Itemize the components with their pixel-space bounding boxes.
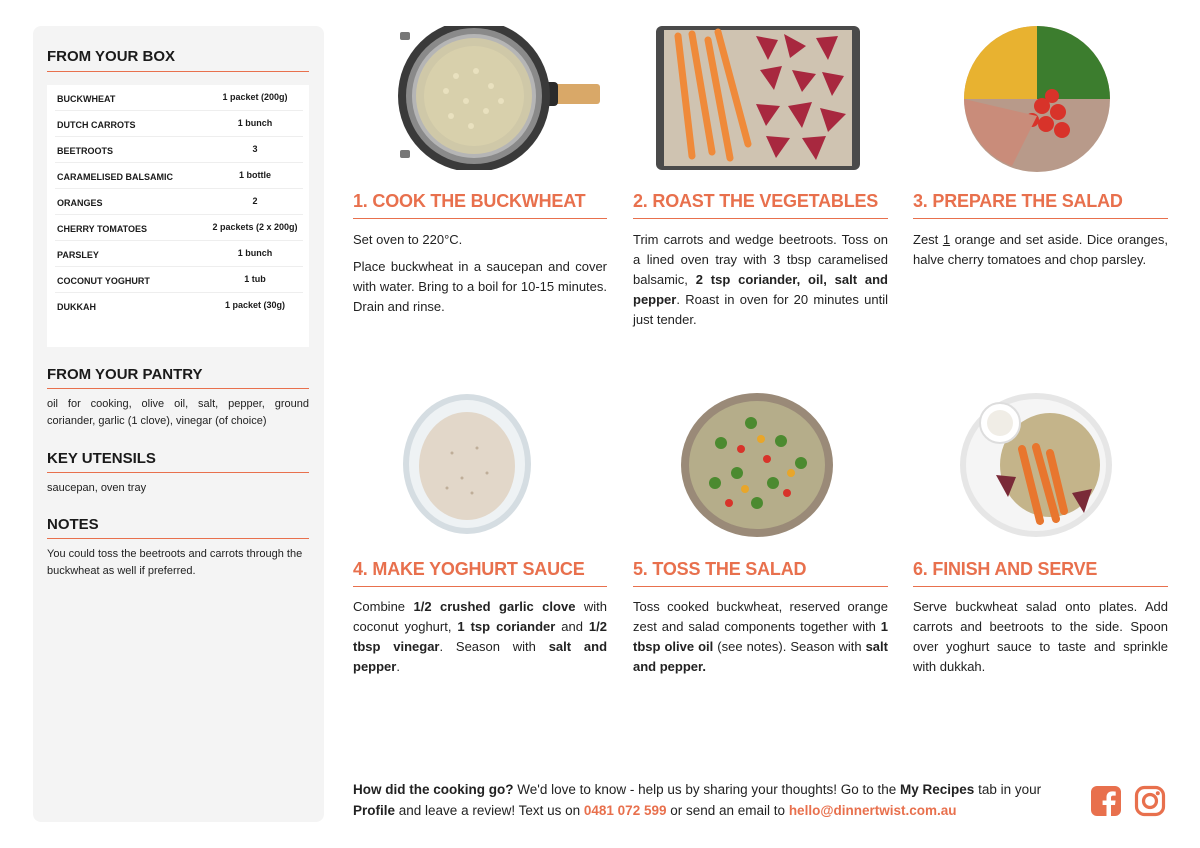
step-4-text: and [555, 619, 589, 634]
step-6-rule [913, 586, 1168, 587]
step-3-text: orange and set aside. Dice oranges, halve cherry tomatoes and chop parsley. [913, 232, 1168, 267]
pantry-title: FROM YOUR PANTRY [47, 366, 203, 383]
step-1-body [353, 230, 607, 324]
served-plate-image [960, 393, 1112, 537]
buckwheat-strainer-image [386, 26, 602, 170]
step-2-body [633, 230, 888, 330]
step-3-text: Zest [913, 232, 943, 247]
step-6-body: Serve buckwheat salad onto plates. Add carrots and beetroots to the side. Spoon over yoghurt sauce to taste and sprinkle with dukkah. [913, 599, 1168, 674]
footer-my-recipes: My Recipes [900, 782, 975, 797]
step-4-text: . [396, 659, 400, 674]
step-4-bold: 1 tsp coriander [457, 619, 556, 634]
ingredient-row [55, 293, 303, 319]
step-2-text: . Roast in oven for 20 minutes until just tender. [633, 292, 888, 327]
step-4-title: 4. MAKE YOGHURT SAUCE [353, 559, 585, 579]
step-4-text: with coconut yoghurt, [353, 599, 607, 634]
footer-bold: How did the cooking go? [353, 782, 514, 797]
step-2-bold: 2 tsp coriander, oil, salt and pepper [633, 272, 888, 307]
ingredients-table [47, 85, 309, 347]
ingredient-row [55, 111, 303, 137]
step-4-bold: 1/2 crushed garlic clove [413, 599, 576, 614]
ingredient-name: BUCKWHEAT [57, 94, 116, 104]
ingredient-row [55, 85, 303, 111]
footer-profile: Profile [353, 803, 396, 818]
ingredient-qty: 2 packets (2 x 200g) [212, 222, 298, 232]
step-3-underline: 1 [942, 232, 951, 247]
ingredient-name: DUKKAH [57, 302, 96, 312]
ingredient-row [55, 215, 303, 241]
footer-text: or send an email to [666, 803, 789, 818]
step-6-title: 6. FINISH AND SERVE [913, 559, 1098, 579]
tossed-salad-image [681, 393, 833, 537]
instagram-icon[interactable] [1134, 785, 1166, 817]
step-5-bold: 1 tbsp olive oil [633, 619, 888, 654]
step-3-rule [913, 218, 1168, 219]
step-2-text: Trim carrots and wedge beetroots. Toss on a lined oven tray with 3 tbsp caramelised balsamic, [633, 232, 888, 287]
step-5-body [633, 597, 888, 677]
step-4-body [353, 597, 607, 677]
yoghurt-sauce-bowl-image [402, 393, 532, 535]
salad-prep-bowl-image [962, 26, 1112, 172]
ingredient-qty: 1 packet (30g) [224, 300, 286, 310]
feedback-footer [353, 779, 1073, 821]
notes-title: NOTES [47, 516, 99, 533]
ingredient-row [55, 267, 303, 293]
ingredient-qty: 1 bottle [238, 170, 271, 180]
ingredient-qty: 3 [252, 144, 258, 154]
step-1-rule [353, 218, 607, 219]
ingredient-row [55, 189, 303, 215]
step-1-title: 1. COOK THE BUCKWHEAT [353, 191, 586, 211]
step-5-bold: salt and pepper. [633, 639, 888, 674]
step-4-bold: salt and pepper [353, 639, 608, 674]
step-5-text: Toss cooked buckwheat, reserved orange zest and salad components together with [633, 599, 888, 634]
pantry-rule [47, 388, 309, 389]
ingredient-qty: 1 bunch [237, 118, 273, 128]
facebook-icon[interactable] [1090, 785, 1122, 817]
ingredient-name: CHERRY TOMATOES [57, 224, 148, 234]
ingredient-name: ORANGES [57, 198, 103, 208]
step-5-text: (see notes). Season with [713, 639, 866, 654]
utensils-title: KEY UTENSILS [47, 450, 156, 467]
step-2-rule [633, 218, 888, 219]
ingredient-name: COCONUT YOGHURT [57, 276, 150, 286]
footer-email-link[interactable]: hello@dinnertwist.com.au [788, 803, 957, 818]
step-4-rule [353, 586, 607, 587]
step-3-body [913, 230, 1168, 270]
ingredient-row [55, 163, 303, 189]
ingredient-qty: 1 tub [244, 274, 266, 284]
footer-text: We'd love to know - help us by sharing your thoughts! Go to the [513, 782, 901, 797]
step-4-text: . Season with [439, 639, 549, 654]
step-4-text: Combine [353, 599, 414, 614]
ingredient-name: CARAMELISED BALSAMIC [57, 172, 173, 182]
ingredient-row [55, 137, 303, 163]
step-5-title: 5. TOSS THE SALAD [633, 559, 807, 579]
ingredients-sidebar [33, 26, 324, 822]
roasting-tray-image [656, 26, 860, 170]
footer-phone-link[interactable]: 0481 072 599 [583, 803, 667, 818]
step-1-para-1: Set oven to 220°C. [353, 232, 463, 247]
from-box-rule [47, 71, 309, 72]
step-3-title: 3. PREPARE THE SALAD [913, 191, 1123, 211]
ingredient-name: BEETROOTS [57, 146, 114, 156]
ingredient-qty: 1 packet (200g) [222, 92, 288, 102]
footer-text: and leave a review! Text us on [395, 803, 584, 818]
notes-rule [47, 538, 309, 539]
ingredient-row [55, 241, 303, 267]
step-5-rule [633, 586, 888, 587]
notes-text: You could toss the beetroots and carrots through the buckwheat as well if preferred. [47, 548, 303, 577]
utensils-text: saucepan, oven tray [47, 482, 147, 494]
footer-text: tab in your [974, 782, 1042, 797]
from-box-title: FROM YOUR BOX [47, 48, 176, 65]
step-2-title: 2. ROAST THE VEGETABLES [633, 191, 879, 211]
pantry-text: oil for cooking, olive oil, salt, pepper, ground coriander, garlic (1 clove), vinegar (of choice) [47, 398, 309, 427]
ingredient-qty: 2 [252, 196, 258, 206]
step-1-para-2: Place buckwheat in a saucepan and cover with water. Bring to a boil for 10-15 minutes. Drain and rinse. [353, 259, 607, 314]
step-4-bold: 1/2 tbsp vinegar [353, 619, 607, 654]
ingredient-name: PARSLEY [57, 250, 99, 260]
ingredient-name: DUTCH CARROTS [57, 120, 136, 130]
ingredient-qty: 1 bunch [237, 248, 273, 258]
utensils-rule [47, 472, 309, 473]
